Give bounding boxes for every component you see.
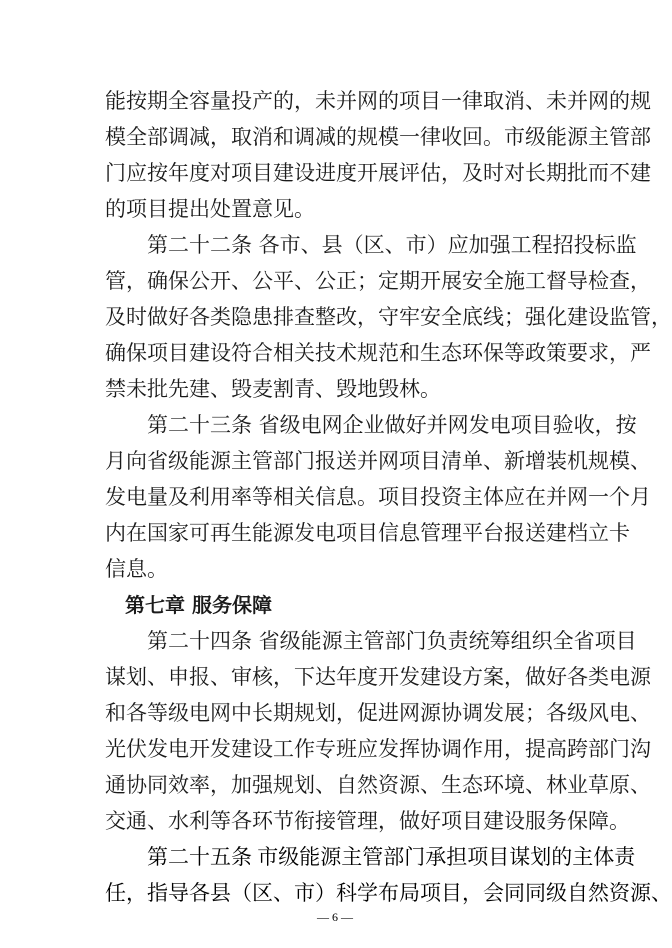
text-line: 发电量及利用率等相关信息。项目投资主体应在并网一个月 [105,485,651,509]
text-line: 确保项目建设符合相关技术规范和生态环保等政策要求，严 [105,341,651,365]
text-line: 能按期全容量投产的，未并网的项目一律取消、未并网的规 [105,89,651,113]
article-23-start: 第二十三条 省级电网企业做好并网发电项目验收，按 [147,413,637,437]
text-line: 管，确保公开、公平、公正；定期开展安全施工督导检查， [105,269,651,293]
text-line: 模全部调减，取消和调减的规模一律收回。市级能源主管部 [105,125,651,149]
text-line: 通协同效率，加强规划、自然资源、生态环境、林业草原、 [105,773,651,797]
text-line: 内在国家可再生能源发电项目信息管理平台报送建档立卡 [105,521,630,545]
text-line: 光伏发电开发建设工作专班应发挥协调作用，提高跨部门沟 [105,737,651,761]
text-line: 门应按年度对项目建设进度开展评估，及时对长期批而不建 [105,161,651,185]
text-line: 和各等级电网中长期规划，促进网源协调发展；各级风电、 [105,701,651,725]
article-25-start: 第二十五条 市级能源主管部门承担项目谋划的主体责 [147,845,636,869]
text-line: 谋划、申报、审核，下达年度开发建设方案，做好各类电源 [105,665,651,689]
text-line: 的项目提出处置意见。 [105,197,315,221]
page-number: — 6 — [317,910,353,924]
text-line: 交通、水利等各环节衔接管理，做好项目建设服务保障。 [105,809,630,833]
text-line: 信息。 [105,557,168,581]
article-24-start: 第二十四条 省级能源主管部门负责统筹组织全省项目 [147,629,637,653]
text-line: 月向省级能源主管部门报送并网项目清单、新增装机规模、 [105,449,651,473]
text-line: 禁未批先建、毁麦割青、毁地毁林。 [105,377,441,401]
chapter-heading: 第七章 服务保障 [125,593,272,617]
article-22-start: 第二十二条 各市、县（区、市）应加强工程招投标监 [147,233,637,257]
text-line: 任，指导各县（区、市）科学布局项目，会同同级自然资源、 [105,881,672,905]
text-line: 及时做好各类隐患排查整改，守牢安全底线；强化建设监管， [105,305,672,329]
